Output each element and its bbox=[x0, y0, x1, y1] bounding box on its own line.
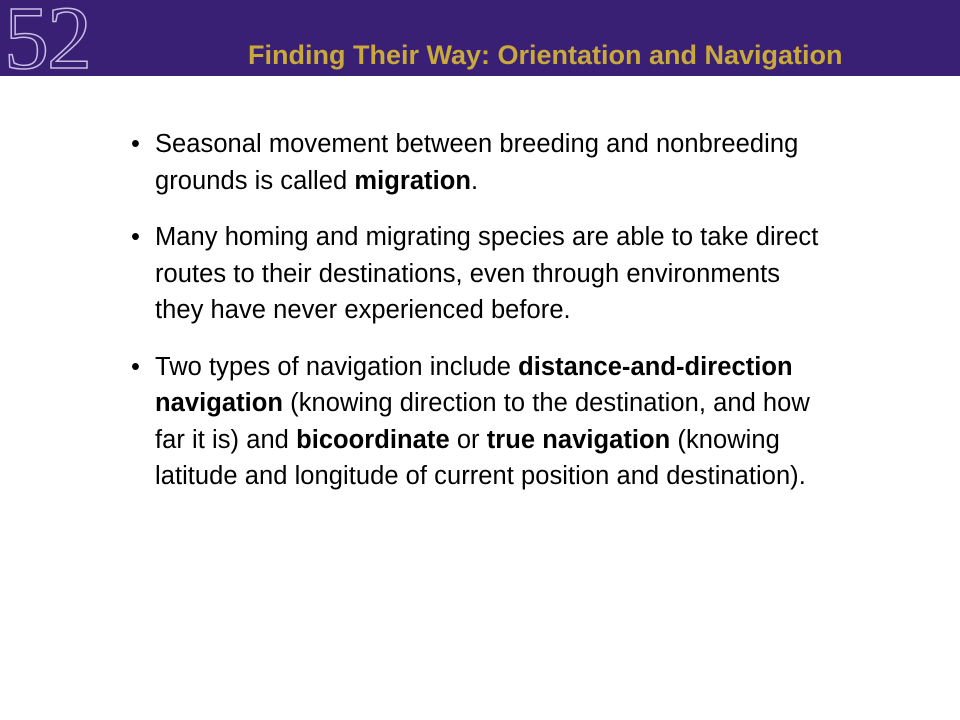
bullet-marker: • bbox=[131, 130, 140, 158]
bullet-bold-term: bicoordinate bbox=[296, 425, 450, 454]
bullet-segment: Seasonal movement between breeding and nonbreeding grounds is called bbox=[155, 130, 799, 195]
bullet-bold-term: true navigation bbox=[486, 425, 671, 454]
bullet-marker: • bbox=[131, 352, 140, 381]
bullet-segment: Many homing and migrating species are able to take direct routes to their destinations, even through environments they have never experienced before. bbox=[155, 223, 819, 324]
bullet-segment: (knowing latitude and longitude of current position and destination). bbox=[155, 425, 806, 490]
bullet-segment: or bbox=[449, 425, 487, 454]
bullet-item-migration bbox=[131, 126, 831, 199]
chapter-number: 52 bbox=[4, 0, 90, 88]
bullet-bold-term: distance-and-direction navigation bbox=[155, 352, 793, 417]
bullet-segment: (knowing direction to the destination, and how far it is) and bbox=[155, 389, 810, 454]
bullet-item-navigation-types bbox=[131, 349, 831, 495]
bullet-bold-term: migration bbox=[354, 166, 471, 195]
slide-title: Finding Their Way: Orientation and Navigation bbox=[248, 40, 843, 70]
bullet-segment: Two types of navigation include bbox=[155, 352, 519, 381]
bullet-segment: . bbox=[470, 166, 479, 195]
bullet-list bbox=[131, 126, 831, 515]
bullet-marker: • bbox=[131, 223, 140, 251]
bullet-item-direct-routes bbox=[131, 219, 831, 329]
